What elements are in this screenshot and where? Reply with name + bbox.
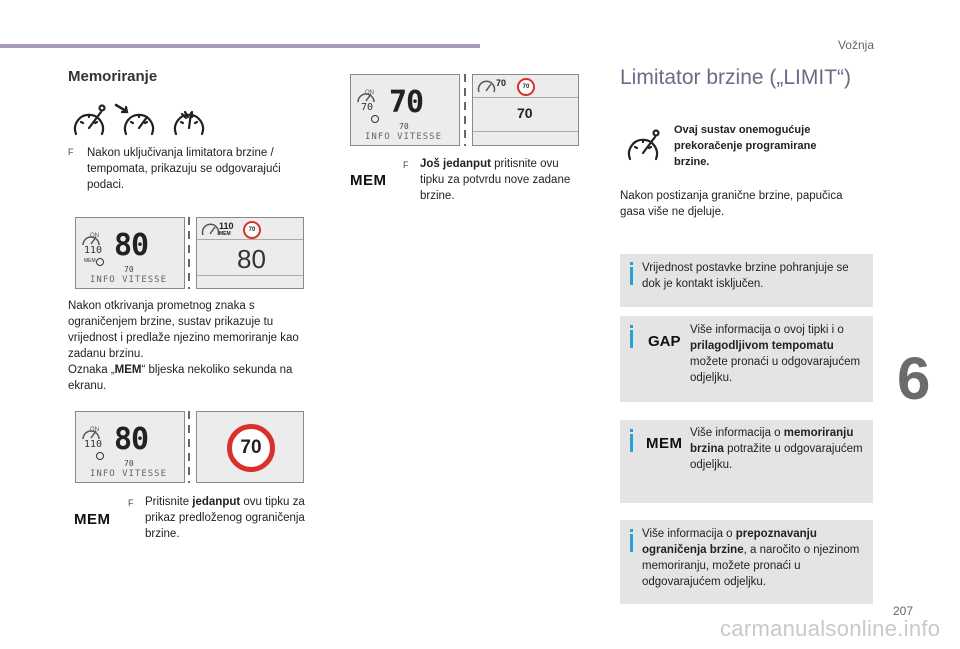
mem-indicator: MEM <box>84 258 96 264</box>
info-box-recognition <box>620 520 873 604</box>
chapter-number: 6 <box>897 345 931 412</box>
page-number: 207 <box>893 604 914 618</box>
info-icon <box>630 267 633 285</box>
divider <box>473 131 578 132</box>
divider <box>473 97 578 98</box>
set-speed: 110 <box>84 245 103 256</box>
info-box-storage <box>620 254 873 307</box>
on-label: ON <box>90 427 99 433</box>
set-speed: 70 <box>361 102 374 113</box>
touchscreen-display-3 <box>472 74 579 146</box>
mem-label: MEM <box>219 231 231 237</box>
instrument-cluster-display-2 <box>75 411 185 483</box>
current-speed: 80 <box>237 244 266 274</box>
limit-indicator-icon <box>371 115 379 123</box>
current-speed: 80 <box>114 228 149 263</box>
bullet-marker: F <box>403 160 409 170</box>
separator <box>188 411 190 483</box>
current-speed: 70 <box>389 85 424 120</box>
bullet-marker: F <box>128 498 134 508</box>
info-icon <box>630 330 633 348</box>
speedometer-icon <box>201 222 221 236</box>
separator <box>464 74 466 146</box>
speed-limit-sign: 70 <box>227 424 275 472</box>
speedometer-arrow-icon <box>116 105 153 134</box>
info-text: Više informacija o prepoznavanju ograničenja brzine, a naročito o njezinom memoriranju, možete pronaći u odgovarajućem odjeljku. <box>642 528 860 588</box>
speed-limit-sign: 70 <box>243 221 261 239</box>
speedometer-icon <box>626 127 662 161</box>
set-speed: 70 <box>496 78 507 88</box>
info-text: Vrijednost postavke brzine pohranjuje se dok je kontakt isključen. <box>642 262 849 290</box>
speedometer-icons <box>72 100 212 140</box>
mem-key-icon: MEM <box>350 172 387 189</box>
limitator-heading: Limitator brzine („LIMIT“) <box>620 66 852 89</box>
sign-speed: 70 <box>399 122 409 131</box>
gap-key-icon: GAP <box>648 333 681 350</box>
intro-bullet-text: Nakon uključivanja limitatora brzine / tempomata, prikazuju se odgovarajući podaci. <box>87 147 281 191</box>
info-box-mem <box>620 420 873 503</box>
info-text: Više informacija o memoriranju brzina potražite u odgovarajućem odjeljku. <box>690 427 863 471</box>
on-label: ON <box>365 90 374 96</box>
info-box-gap <box>620 316 873 402</box>
divider <box>197 239 303 240</box>
limitator-paragraph: Nakon postizanja granične brzine, papučica gasa više ne djeluje. <box>620 190 843 218</box>
sign-speed: 70 <box>124 459 134 468</box>
speedometer-icon <box>477 79 497 93</box>
sign-speed: 70 <box>124 265 134 274</box>
section-title: Vožnja <box>837 38 874 52</box>
current-speed: 80 <box>114 422 149 457</box>
instrument-cluster-display-3 <box>350 74 460 146</box>
set-speed: 110 <box>219 221 234 231</box>
header-bar <box>0 44 480 48</box>
set-speed: 110 <box>84 439 103 450</box>
on-label: ON <box>90 233 99 239</box>
memoriranje-heading: Memoriranje <box>68 68 158 85</box>
speedometer-limit-icon <box>175 112 203 134</box>
limitator-note: Ovaj sustav onemogućuje prekoračenje programirane brzine. <box>674 124 817 168</box>
info-text: Više informacija o ovoj tipki i o prilagodljivom tempomatu možete pronaći u odgovarajućem odjeljku. <box>690 324 861 384</box>
info-vitesse-label: INFO VITESSE <box>90 469 168 479</box>
touchscreen-display-1 <box>196 217 304 289</box>
info-icon <box>630 434 633 452</box>
current-speed: 70 <box>517 105 533 121</box>
press-once-text: Pritisnite jedanput ovu tipku za prikaz predloženog ograničenja brzine. <box>145 496 305 540</box>
speed-limit-sign: 70 <box>517 78 535 96</box>
info-icon <box>630 534 633 552</box>
detect-text: Nakon otkrivanja prometnog znaka s ograničenjem brzine, sustav prikazuje tu vrijednost i predlaže njezino memoriranje kao zadanu brzinu. Oznaka „MEM“ bljeska nekoliko sekunda na ekranu. <box>68 300 299 392</box>
separator <box>188 217 190 289</box>
limit-indicator-icon <box>96 258 104 266</box>
info-vitesse-label: INFO VITESSE <box>365 132 443 142</box>
divider <box>197 275 303 276</box>
limit-indicator-icon <box>96 452 104 460</box>
info-vitesse-label: INFO VITESSE <box>90 275 168 285</box>
press-again-text: Još jedanput pritisnite ovu tipku za potvrdu nove zadane brzine. <box>420 158 571 202</box>
mem-key-icon: MEM <box>646 435 683 452</box>
speedometer-icon <box>75 106 105 135</box>
touchscreen-display-2 <box>196 411 304 483</box>
watermark: carmanualsonline.info <box>720 616 941 641</box>
mem-key-icon: MEM <box>74 511 111 528</box>
instrument-cluster-display-1 <box>75 217 185 289</box>
bullet-marker: F <box>68 147 74 157</box>
